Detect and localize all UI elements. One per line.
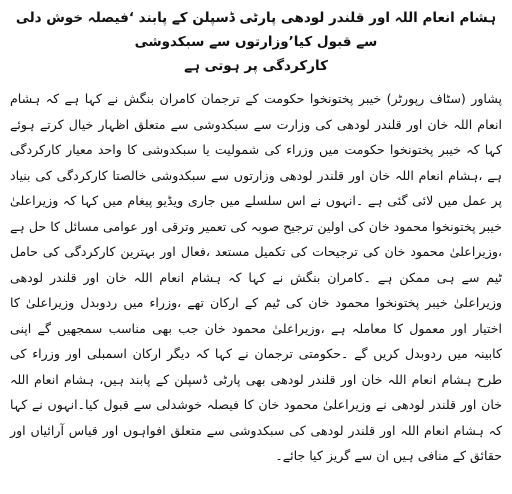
- article-body: [10, 86, 502, 469]
- headline-line-2: کارکردگی پر ہوتی ہے: [184, 58, 328, 74]
- headline-line-1: ہشام انعام اللہ اور قلندر لودھی پارٹی ڈسپلن کے پابند ‘فیصلہ خوش دلی سے قبول کیا’وزارتوں سے سبکدوشی: [15, 10, 497, 50]
- article-paragraph: پشاور (سٹاف رپورٹر) خیبر پختونخوا حکومت کے ترجمان کامران بنگش نے کہا ہے کہ ہشام انعام اللہ خان اور قلندر لودھی کی وزارت سے سبکدوشی سے متعلق اظہار خیال کرتے ہوئے کہا کہ خیبر پختونخوا حکومت میں وزراء کی شمولیت یا سبکدوشی کا واحد معیار کارکردگی ہے ،ہشام انعام اللہ خان اور قلندر لودھی وزارتوں سے سبکدوشی خالصتا کارکردگی کی بنیاد پر عمل میں لائی گئی ہے ۔انہوں نے اس سلسلے میں جاری ویڈیو پیغام میں کہا کہ وزیراعلیٰ خیبر پختونخوا محمود خان کی اولین ترجیح صوبہ کی تعمیر وترقی اور عوامی مسائل کا حل ہے ،وزیراعلیٰ محمود خان کی ترجیحات کی تکمیل مستعد ،فعال اور بہترین کارکردگی کی حامل ٹیم سے ہی ممکن ہے ۔کامران بنگش نے کہا کہ ہشام انعام اللہ خان اور قلندر لودھی وزیراعلیٰ خیبر پختونخوا محمود خان کی ٹیم کے ارکان تھے ،وزراء میں ردوبدل وزیراعلیٰ کا اختیار اور معمول کا معاملہ ہے ،وزیراعلیٰ محمود خان جب بھی مناسب سمجھیں گے اپنی کابینہ میں ردوبدل کریں گے ۔حکومتی ترجمان نے کہا کہ دیگر ارکان اسمبلی اور وزراء کی طرح ہشام انعام اللہ خان اور قلندر لودھی بھی پارٹی ڈسپلن کے پابند ہیں، ہشام انعام اللہ خان اور قلندر لودھی نے وزیراعلیٰ محمود خان کا فیصلہ خوشدلی سے قبول کیا۔انہوں نے کہا کہ ہشام انعام اللہ اور قلندر لودھی کی سبکدوشی سے متعلق افواہوں اور قیاس آرائیاں اور حقائق کے منافی ہیں ان سے گریز کیا جائے۔: [10, 91, 502, 463]
- headline: [10, 6, 502, 78]
